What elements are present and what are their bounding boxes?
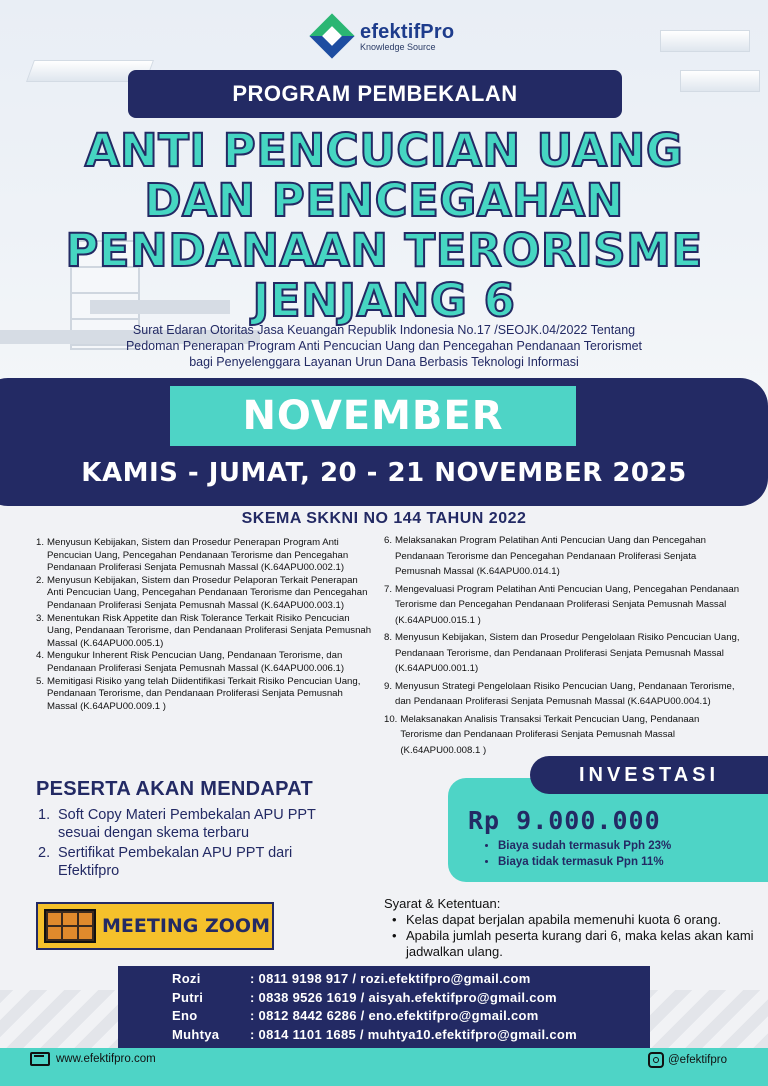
program-label: PROGRAM PEMBEKALAN <box>128 70 622 118</box>
list-item: 1. Soft Copy Materi Pembekalan APU PPT sesuai dengan skema terbaru <box>38 807 316 841</box>
list-item: 2. Sertifikat Pembekalan APU PPT dari Efektifpro <box>38 845 293 879</box>
contact-row: Muhtya : 0814 1101 1685 / muhtya10.efektifpro@gmail.com <box>172 1026 650 1045</box>
peserta-title: PESERTA AKAN MENDAPAT <box>36 778 314 800</box>
contacts-panel <box>118 966 650 1050</box>
logo-brand: efektifPro <box>360 20 455 43</box>
monitor-icon <box>30 1052 50 1066</box>
contact-info[interactable]: : 0814 1101 1685 / muhtya10.efektifpro@gmail.com <box>250 1026 577 1042</box>
list-item: 4. Mengukur Inherent Risk Pencucian Uang, Pendanaan Terorisme, dan Pendanaan Proliferasi Senjata Pemusnah Massal (K.64APU00.006.1) <box>36 650 345 674</box>
subtext-line: bagi Penyelenggara Layanan Urun Dana Berbasis Teknologi Informasi <box>189 355 579 369</box>
contact-info[interactable]: : 0812 8442 6286 / eno.efektifpro@gmail.com <box>250 1008 539 1024</box>
title-line: ANTI PENCUCIAN UANG <box>84 124 684 177</box>
meeting-zoom-badge <box>36 902 274 950</box>
benefits-list <box>38 806 338 882</box>
terms-list <box>392 912 756 960</box>
list-item: 9. Menyusun Strategi Pengelolaan Risiko Pencucian Uang, Pendanaan Terorisme, dan Pendanaan Proliferasi Senjata Pemusnah Massal (K.64APU00.004.1) <box>384 680 735 707</box>
list-item: • Kelas dapat berjalan apabila memenuhi kuota 6 orang. <box>392 912 722 927</box>
event-dates: KAMIS - JUMAT, 20 - 21 NOVEMBER 2025 <box>81 458 687 488</box>
logo-mark-icon <box>308 12 356 60</box>
list-item: 6. Melaksanakan Program Pelatihan Anti Pencucian Uang dan Pencegahan Pendanaan Terorisme dan Pencegahan Pendanaan Proliferasi Senjata Pemusnah Massal (K.64APU00.014.1) <box>384 535 706 577</box>
instagram-icon <box>648 1052 664 1068</box>
efektifpro-logo <box>308 12 454 60</box>
month-label: NOVEMBER <box>170 386 576 446</box>
website-text: www.efektifpro.com <box>56 1053 156 1065</box>
website-link[interactable] <box>30 1052 156 1066</box>
title-line: JENJANG 6 <box>252 274 516 327</box>
contact-info[interactable]: : 0838 9526 1619 / aisyah.efektifpro@gmail.com <box>250 989 557 1005</box>
skema-list-left <box>36 537 372 713</box>
list-item: 7. Mengevaluasi Program Pelatihan Anti Pencucian Uang, Pencegahan Pendanaan Terorisme dan Pencegahan Pendanaan Proliferasi Senjata Pemusnah Massal (K.64APU00.015.1 ) <box>384 583 740 626</box>
price-notes <box>484 838 671 870</box>
list-item: 10. Melaksanakan Analisis Transaksi Terkait Pencucian Uang, Pendanaan Terorisme dan Pendanaan Proliferasi Senjata Pemusnah Massal (K.64APU00.008.1 ) <box>384 713 700 756</box>
list-item: • Biaya sudah termasuk Pph 23% <box>498 838 671 854</box>
ceiling-light <box>680 70 760 92</box>
subtext-line: Surat Edaran Otoritas Jasa Keuangan Republik Indonesia No.17 /SEOJK.04/2022 Tentang <box>132 323 636 337</box>
logo-tagline: Knowledge Source <box>360 41 436 52</box>
video-meeting-icon <box>44 909 96 943</box>
page-title <box>0 126 768 326</box>
list-item: • Biaya tidak termasuk Ppn 11% <box>498 854 671 870</box>
list-item: 2. Menyusun Kebijakan, Sistem dan Prosedur Pelaporan Terkait Penerapan Anti Pencucian Uang, Pencegahan Pendanaan Terorisme dan Pencegahan Pendanaan Proliferasi Senjata Pemusnah Massal (K.64APU00.003.1) <box>36 574 368 611</box>
list-item: 3. Menentukan Risk Appetite dan Risk Tolerance Terkait Risiko Pencucian Uang, Pendanaan Terorisme, dan Pendanaan Proliferasi Senjata Pemusnah Massal (K.64APU00.005.1) <box>36 612 372 649</box>
subtext-line: Pedoman Penerapan Program Anti Pencucian Uang dan Pencegahan Pendanaan Terorismet <box>125 339 643 353</box>
list-item: 1. Menyusun Kebijakan, Sistem dan Prosedur Penerapan Program Anti Pencucian Uang, Pencegahan Pendanaan Terorisme dan Pencegahan Pendanaan Proliferasi Senjata Pemusnah Massal (K.64APU00.002.1) <box>36 537 349 574</box>
skema-list-right <box>384 533 740 760</box>
title-line: DAN PENCEGAHAN <box>144 174 624 227</box>
skema-title: SKEMA SKKNI NO 144 TAHUN 2022 <box>241 510 527 527</box>
list-item: • Apabila jumlah peserta kurang dari 6, maka kelas akan kami jadwalkan ulang. <box>392 928 754 959</box>
contact-info[interactable]: : 0811 9198 917 / rozi.efektifpro@gmail.com <box>250 971 531 986</box>
title-line: PENDANAAN TERORISME <box>65 224 703 277</box>
price: Rp 9.000.000 <box>468 806 661 835</box>
instagram-link[interactable] <box>648 1052 727 1068</box>
ceiling-light <box>660 30 750 52</box>
regulation-subtext <box>60 322 708 370</box>
investasi-title: INVESTASI <box>530 756 768 794</box>
contact-row: Putri : 0838 9526 1619 / aisyah.efektifpro@gmail.com <box>172 989 650 1008</box>
contact-row: Rozi : 0811 9198 917 / rozi.efektifpro@gmail.com <box>172 970 650 989</box>
zoom-label: MEETING ZOOM <box>102 915 270 937</box>
list-item: 5. Memitigasi Risiko yang telah Diidentifikasi Terkait Risiko Pencucian Uang, Pendanaan Terorisme, dan Pendanaan Proliferasi Senjata Pemusnah Massal (K.64APU00.009.1 ) <box>36 675 361 712</box>
list-item: 8. Menyusun Kebijakan, Sistem dan Prosedur Pengelolaan Risiko Pencucian Uang, Pendanaan Terorisme, dan Pendanaan Proliferasi Senjata Pemusnah Massal (K.64APU00.001.1) <box>384 632 740 674</box>
terms-label: Syarat & Ketentuan: <box>384 896 501 911</box>
contact-row: Eno : 0812 8442 6286 / eno.efektifpro@gmail.com <box>172 1007 650 1026</box>
instagram-text: @efektifpro <box>668 1054 727 1066</box>
